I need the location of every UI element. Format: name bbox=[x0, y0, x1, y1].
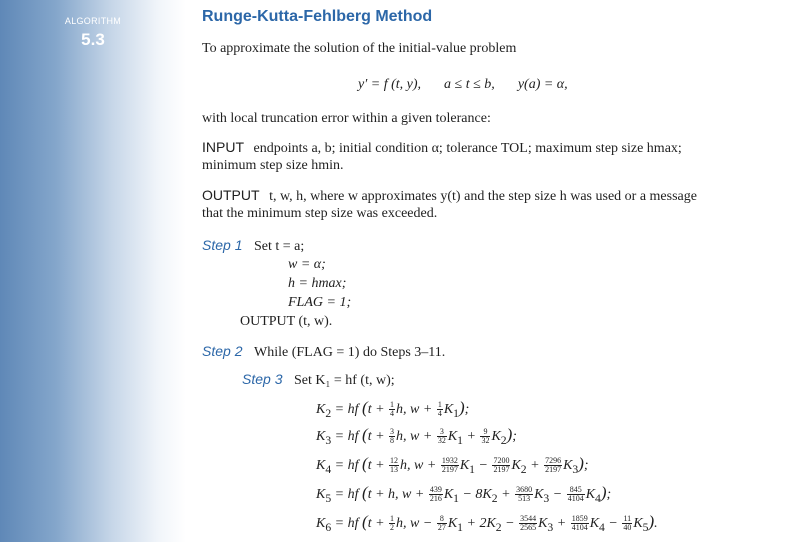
step3-line bbox=[242, 370, 395, 390]
ivp-interval: a ≤ t ≤ b, bbox=[444, 77, 495, 92]
step2-text: While (FLAG = 1) do Steps 3–11. bbox=[253, 345, 446, 360]
input-line-1 bbox=[202, 138, 682, 158]
input-label: INPUT bbox=[202, 139, 244, 155]
step3-label: Step 3 bbox=[242, 371, 283, 387]
input-line-2: minimum step size hmin. bbox=[202, 158, 344, 173]
fraction: $\frac{3}{8}$ bbox=[390, 427, 395, 446]
fraction: $\frac{1}{2}$ bbox=[390, 514, 395, 533]
step1-set: Set t = a; bbox=[253, 239, 305, 254]
step3-k1: Set K₁ = hf (t, w); bbox=[293, 373, 395, 388]
fraction: $\frac{7296}{2197}$ bbox=[545, 456, 562, 475]
step1-h: h = hmax; bbox=[288, 276, 347, 291]
algorithm-number: 5.3 bbox=[81, 30, 105, 49]
step1-output: OUTPUT (t, w). bbox=[240, 314, 333, 329]
algorithm-label: ALGORITHM bbox=[64, 16, 122, 26]
output-line-1 bbox=[202, 186, 697, 206]
step2-label: Step 2 bbox=[202, 343, 243, 359]
fraction: $\frac{11}{40}$ bbox=[623, 514, 632, 533]
fraction: $\frac{9}{32}$ bbox=[481, 427, 490, 446]
step1-flag: FLAG = 1; bbox=[288, 295, 352, 310]
fraction: $\frac{12}{13}$ bbox=[390, 456, 399, 475]
fraction: $\frac{3}{32}$ bbox=[437, 427, 446, 446]
equation-k6: $K_6$ = hf (t + $\frac{1}{2}$ h, w − $\frac{8}{27}$ $K_1 + 2K_2$ − $\frac{3544}{2565}$ $K_3$ + $\frac{1859}{4104}$ $K_4$ − $\frac{11}{40}$ $K_5$). bbox=[316, 512, 658, 534]
fraction: $\frac{8}{27}$ bbox=[437, 514, 446, 533]
step1-label: Step 1 bbox=[202, 237, 243, 253]
tolerance-text: with local truncation error within a given tolerance: bbox=[202, 111, 491, 126]
fraction: $\frac{3544}{2565}$ bbox=[520, 514, 537, 533]
fraction: $\frac{439}{216}$ bbox=[429, 485, 442, 504]
ivp-ode: y′ = f (t, y), bbox=[358, 77, 422, 92]
equation-k5: $K_5$ = hf (t + h, w + $\frac{439}{216}$ $K_1 - 8K_2$ + $\frac{3680}{513}$ $K_3$ − $\frac{845}{4104}$ $K_4$); bbox=[316, 483, 612, 505]
step1-w: w = α; bbox=[288, 257, 326, 272]
algorithm-sidebar bbox=[0, 0, 186, 542]
fraction: $\frac{845}{4104}$ bbox=[567, 485, 584, 504]
ivp-initial: y(a) = α, bbox=[517, 77, 568, 92]
page-title: Runge-Kutta-Fehlberg Method bbox=[202, 8, 433, 25]
equation-k3: $K_3$ = hf (t + $\frac{3}{8}$ h, w + $\frac{3}{32}$ $K_1$ + $\frac{9}{32}$ $K_2$); bbox=[316, 425, 517, 447]
fraction: $\frac{7200}{2197}$ bbox=[493, 456, 510, 475]
ivp-equation bbox=[358, 76, 568, 94]
equation-k2: $K_2$ = hf (t + $\frac{1}{4}$ h, w + $\frac{1}{4}$ $K_1$); bbox=[316, 398, 470, 420]
fraction: $\frac{1}{4}$ bbox=[437, 400, 442, 419]
equation-k4: $K_4$ = hf (t + $\frac{12}{13}$ h, w + $\frac{1932}{2197}$ $K_1$ − $\frac{7200}{2197}$ $K_2$ + $\frac{7296}{2197}$ $K_3$); bbox=[316, 454, 589, 476]
output-label: OUTPUT bbox=[202, 187, 260, 203]
fraction: $\frac{3680}{513}$ bbox=[516, 485, 533, 504]
input-description: endpoints a, b; initial condition α; tolerance TOL; maximum step size hmax; bbox=[253, 141, 682, 156]
step1-line bbox=[202, 236, 304, 256]
output-line-2: that the minimum step size was exceeded. bbox=[202, 206, 438, 221]
fraction: $\frac{1932}{2197}$ bbox=[441, 456, 458, 475]
fraction: $\frac{1859}{4104}$ bbox=[571, 514, 588, 533]
output-description: t, w, h, where w approximates y(t) and the step size h was used or a message bbox=[269, 189, 697, 204]
intro-text: To approximate the solution of the initial-value problem bbox=[202, 41, 517, 56]
fraction: $\frac{1}{4}$ bbox=[390, 400, 395, 419]
step2-line bbox=[202, 342, 445, 362]
